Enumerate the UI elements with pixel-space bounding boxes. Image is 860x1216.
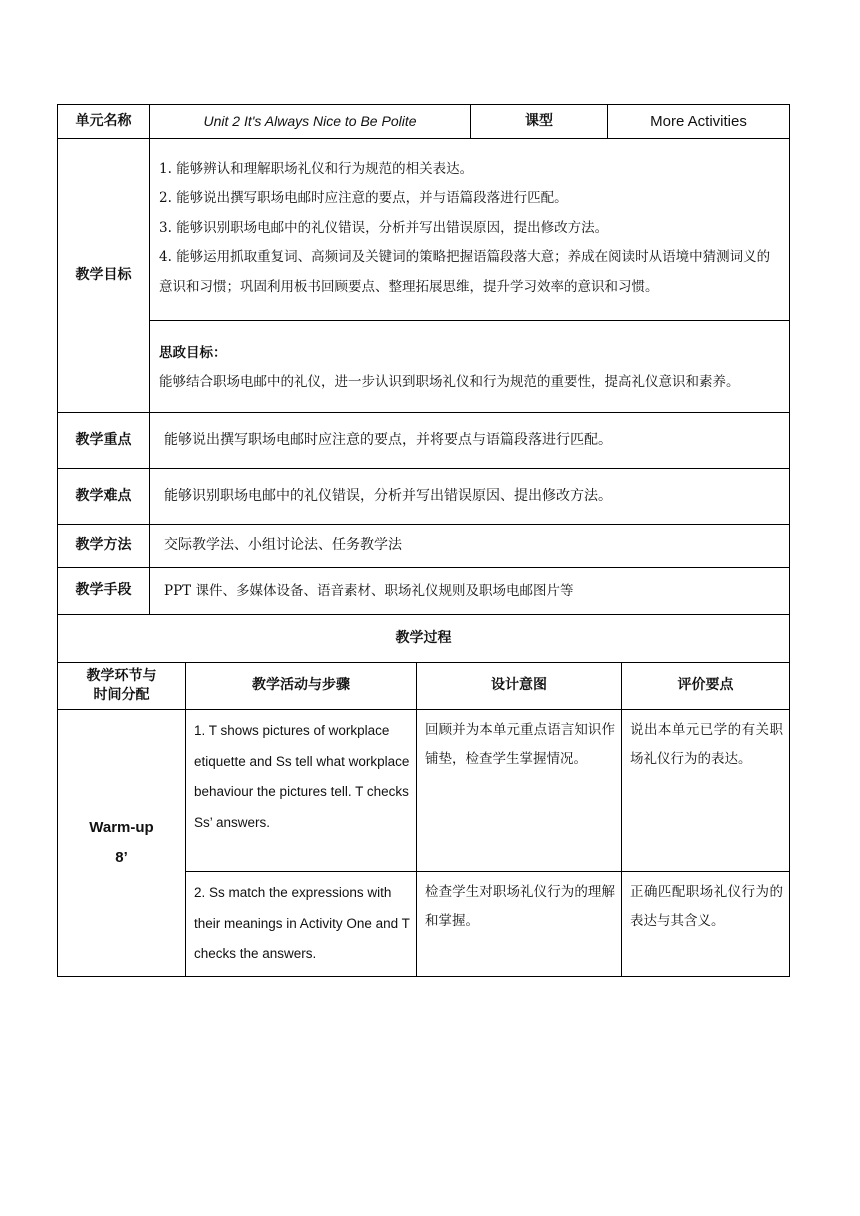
difficulty-label: 教学难点 [58, 469, 150, 525]
evaluation-point: 正确匹配职场礼仪行为的表达与其含义。 [622, 872, 790, 977]
stage-time: 8’ [115, 848, 128, 866]
evaluation-point: 说出本单元已学的有关职场礼仪行为的表达。 [622, 710, 790, 872]
process-title: 教学过程 [58, 615, 790, 663]
design-intent: 回顾并为本单元重点语言知识作铺垫，检查学生掌握情况。 [417, 710, 622, 872]
header-intent: 设计意图 [417, 663, 622, 710]
sizheng-title: 思政目标： [159, 344, 227, 361]
means-value: PPT 课件、多媒体设备、语音素材、职场礼仪规则及职场电邮图片等 [150, 568, 790, 615]
unit-name-label: 单元名称 [58, 105, 150, 139]
stage-cell [58, 710, 186, 977]
stage-name: Warm-up [89, 818, 154, 836]
focus-label: 教学重点 [58, 413, 150, 469]
process-table [57, 662, 790, 977]
activity-step: 2. Ss match the expressions with their meanings in Activity One and T checks the answers. [186, 872, 417, 977]
header-evaluation: 评价要点 [622, 663, 790, 710]
header-stage: 教学环节与时间分配 [58, 663, 186, 710]
lesson-type-value: More Activities [608, 105, 790, 139]
lesson-type-label: 课型 [471, 105, 608, 139]
focus-value: 能够说出撰写职场电邮时应注意的要点，并将要点与语篇段落进行匹配。 [150, 413, 790, 469]
unit-name-value: Unit 2 It's Always Nice to Be Polite [150, 105, 471, 139]
objective-item: 3. 能够识别职场电邮中的礼仪错误，分析并写出错误原因，提出修改方法。 [159, 219, 609, 236]
means-label: 教学手段 [58, 568, 150, 615]
header-activity: 教学活动与步骤 [186, 663, 417, 710]
method-label: 教学方法 [58, 525, 150, 568]
sizheng-objectives [150, 321, 790, 413]
objectives-list [150, 139, 790, 321]
objective-item: 1. 能够辨认和理解职场礼仪和行为规范的相关表达。 [159, 160, 474, 177]
objective-item: 2. 能够说出撰写职场电邮时应注意的要点，并与语篇段落进行匹配。 [159, 190, 568, 207]
activity-step: 1. T shows pictures of workplace etiquette and Ss tell what workplace behaviour the pictures tell. T checks Ss’ answers. [186, 710, 417, 872]
lesson-info-table [57, 104, 790, 663]
method-value: 交际教学法、小组讨论法、任务教学法 [150, 525, 790, 568]
design-intent: 检查学生对职场礼仪行为的理解和掌握。 [417, 872, 622, 977]
objective-item: 4. 能够运用抓取重复词、高频词及关键词的策略把握语篇段落大意；养成在阅读时从语境中猜测词义的意识和习惯；巩固利用板书回顾要点、整理拓展思维，提升学习效率的意识和习惯。 [159, 249, 771, 295]
difficulty-value: 能够识别职场电邮中的礼仪错误，分析并写出错误原因、提出修改方法。 [150, 469, 790, 525]
sizheng-text: 能够结合职场电邮中的礼仪，进一步认识到职场礼仪和行为规范的重要性，提高礼仪意识和素养。 [159, 373, 740, 390]
objectives-label: 教学目标 [58, 139, 150, 413]
